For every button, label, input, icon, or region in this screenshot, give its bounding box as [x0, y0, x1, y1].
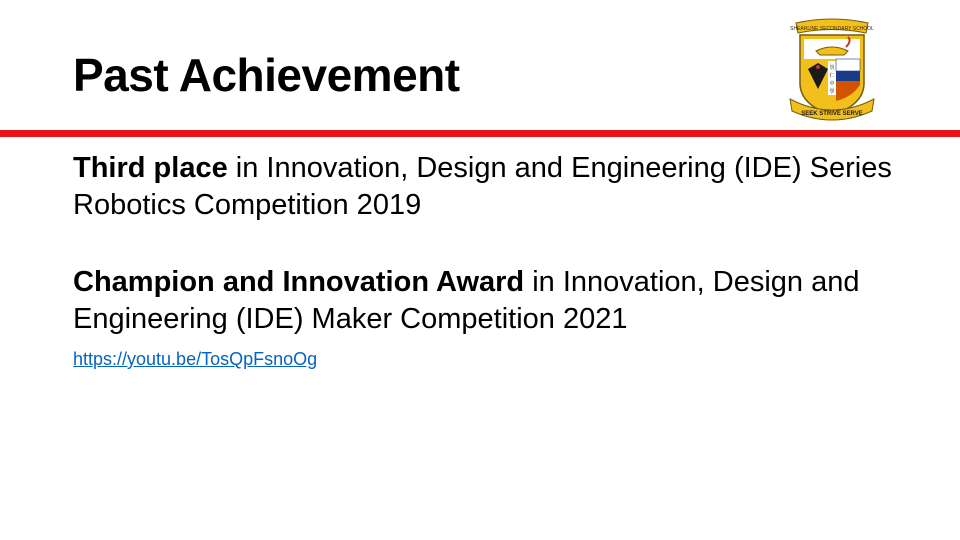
svg-text:SHEARLINE SECONDARY SCHOOL: SHEARLINE SECONDARY SCHOOL	[790, 26, 874, 32]
svg-text:崇: 崇	[829, 65, 835, 71]
svg-text:仁: 仁	[829, 73, 835, 79]
achievement-1-highlight: Third place	[73, 152, 228, 184]
achievement-2-highlight: Champion and Innovation Award	[73, 266, 525, 298]
achievement-1-text: in Innovation, Design and Engineering (IDE) Series Robotics Competition 2019	[73, 152, 892, 221]
video-link[interactable]: https://youtu.be/TosQpFsnoOg	[73, 349, 318, 369]
school-crest-icon	[786, 17, 878, 123]
achievement-2-text: in Innovation, Design and Engineering (IDE) Maker Competition 2021	[73, 266, 860, 335]
svg-text:中: 中	[829, 81, 835, 87]
svg-text:學: 學	[829, 89, 835, 95]
achievement-1	[73, 150, 913, 224]
title-divider	[0, 130, 960, 137]
svg-text:SEEK STRIVE SERVE: SEEK STRIVE SERVE	[801, 111, 863, 117]
slide-title: Past Achievement	[73, 49, 460, 101]
achievement-2	[73, 264, 913, 338]
achievements-list	[73, 150, 913, 375]
